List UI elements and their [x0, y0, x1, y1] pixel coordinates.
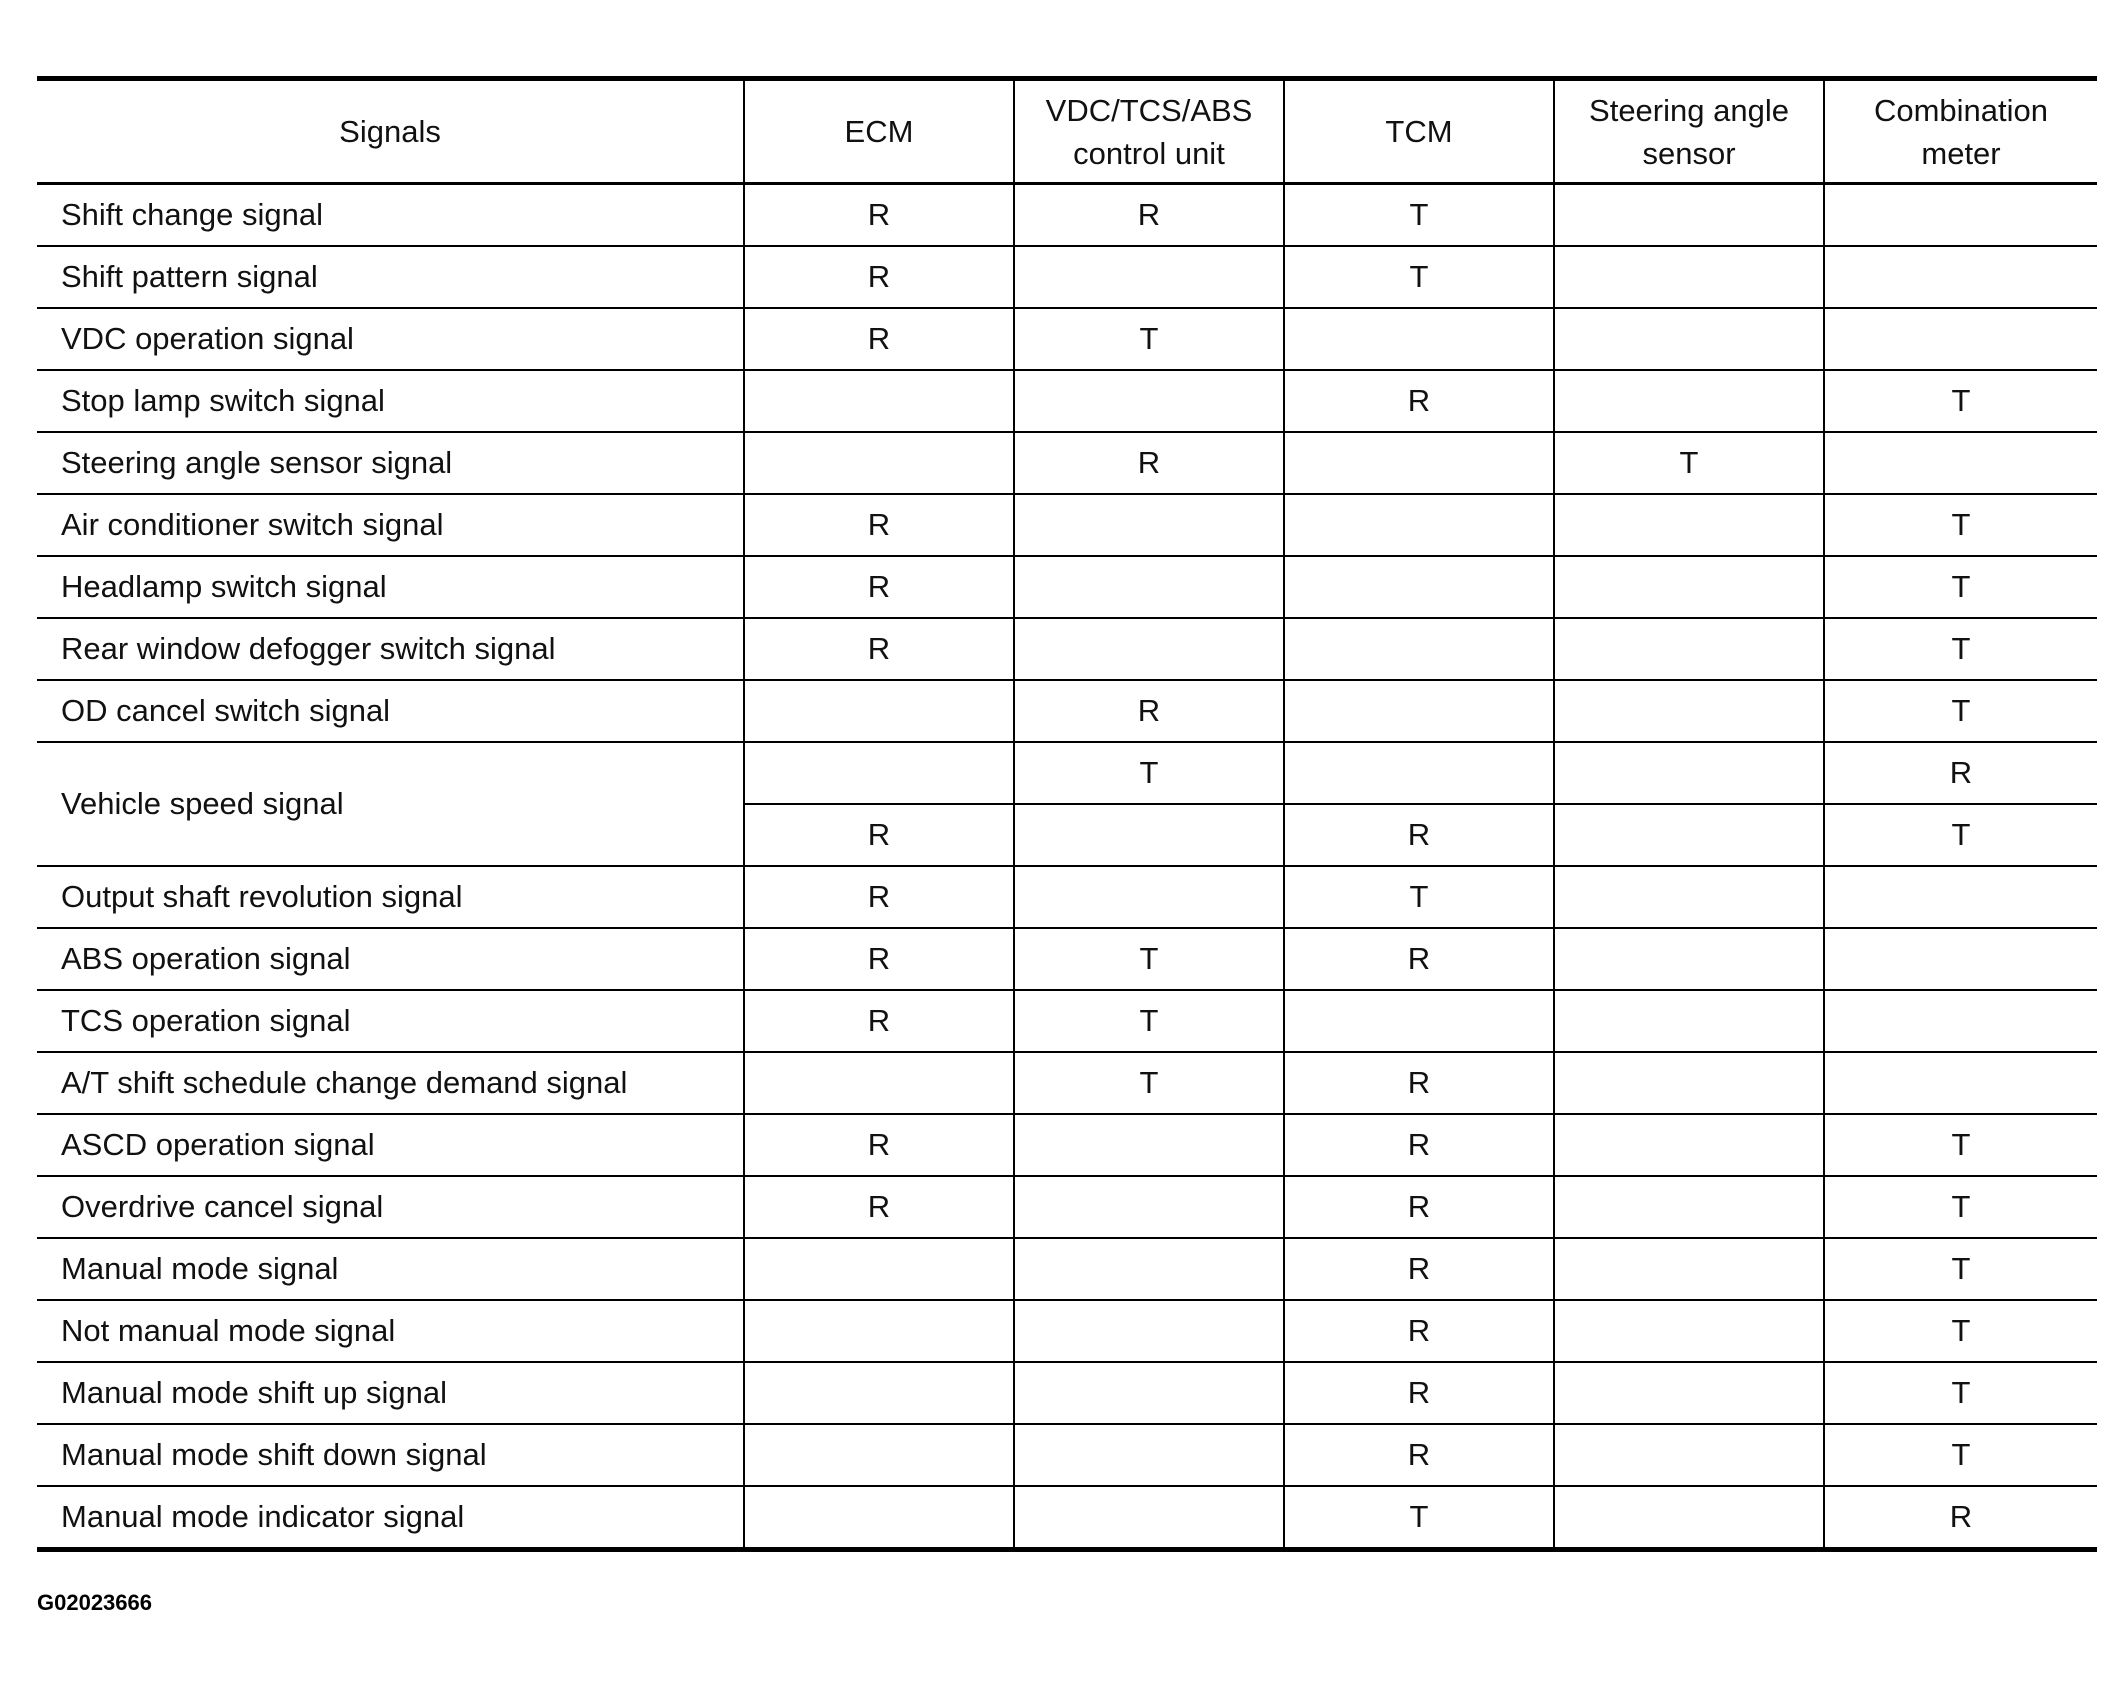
table-body: [37, 184, 2097, 1550]
cell-tcm: T: [1284, 1486, 1554, 1550]
cell-vdc: [1014, 494, 1284, 556]
header-vdc-tcs-abs: [1014, 79, 1284, 184]
cell-tcm: [1284, 742, 1554, 804]
cell-steering: [1554, 804, 1824, 866]
cell-steering: [1554, 556, 1824, 618]
cell-steering: [1554, 928, 1824, 990]
cell-steering: [1554, 370, 1824, 432]
cell-vdc: R: [1014, 432, 1284, 494]
cell-steering: [1554, 680, 1824, 742]
cell-tcm: R: [1284, 1114, 1554, 1176]
cell-ecm: [744, 1486, 1014, 1550]
cell-meter: R: [1824, 1486, 2097, 1550]
cell-vdc: R: [1014, 680, 1284, 742]
cell-vdc: [1014, 1114, 1284, 1176]
cell-vdc: [1014, 246, 1284, 308]
figure-id: G02023666: [37, 1590, 152, 1615]
cell-vdc: [1014, 804, 1284, 866]
cell-ecm: [744, 1362, 1014, 1424]
cell-ecm: R: [744, 1176, 1014, 1238]
cell-vdc: [1014, 1300, 1284, 1362]
table-row: [37, 308, 2097, 370]
signal-name-cell: Vehicle speed signal: [37, 742, 744, 866]
header-meter-line2: meter: [1921, 135, 2001, 171]
signal-name-cell: Manual mode indicator signal: [37, 1486, 744, 1550]
cell-steering: [1554, 494, 1824, 556]
cell-ecm: R: [744, 184, 1014, 247]
cell-tcm: T: [1284, 246, 1554, 308]
signal-name-cell: VDC operation signal: [37, 308, 744, 370]
cell-tcm: [1284, 308, 1554, 370]
cell-vdc: T: [1014, 742, 1284, 804]
cell-vdc: T: [1014, 990, 1284, 1052]
cell-meter: [1824, 246, 2097, 308]
signal-name-cell: ASCD operation signal: [37, 1114, 744, 1176]
signal-name-cell: ABS operation signal: [37, 928, 744, 990]
cell-vdc: T: [1014, 928, 1284, 990]
header-vdc-line1: VDC/TCS/ABS: [1045, 92, 1253, 128]
cell-ecm: [744, 1238, 1014, 1300]
cell-steering: [1554, 1362, 1824, 1424]
signal-name-cell: TCS operation signal: [37, 990, 744, 1052]
cell-vdc: [1014, 1362, 1284, 1424]
table-row: [37, 1238, 2097, 1300]
header-vdc-line2: control unit: [1073, 135, 1225, 171]
cell-tcm: T: [1284, 866, 1554, 928]
header-meter-line1: Combination: [1873, 92, 2049, 128]
header-tcm: TCM: [1284, 79, 1554, 184]
cell-vdc: R: [1014, 184, 1284, 247]
cell-ecm: R: [744, 804, 1014, 866]
cell-meter: [1824, 928, 2097, 990]
cell-ecm: [744, 1424, 1014, 1486]
signal-name-cell: Air conditioner switch signal: [37, 494, 744, 556]
cell-meter: [1824, 990, 2097, 1052]
cell-ecm: [744, 742, 1014, 804]
cell-steering: [1554, 1176, 1824, 1238]
cell-steering: [1554, 990, 1824, 1052]
table-row: [37, 928, 2097, 990]
cell-steering: [1554, 1114, 1824, 1176]
signal-name-cell: Rear window defogger switch signal: [37, 618, 744, 680]
cell-meter: T: [1824, 1238, 2097, 1300]
table-row: [37, 1176, 2097, 1238]
header-steering-line2: sensor: [1642, 135, 1736, 171]
signal-name-cell: Shift pattern signal: [37, 246, 744, 308]
cell-steering: [1554, 1486, 1824, 1550]
cell-tcm: R: [1284, 1300, 1554, 1362]
table-row: [37, 1114, 2097, 1176]
cell-vdc: [1014, 1424, 1284, 1486]
cell-steering: [1554, 1424, 1824, 1486]
cell-meter: T: [1824, 370, 2097, 432]
cell-tcm: [1284, 618, 1554, 680]
cell-tcm: R: [1284, 928, 1554, 990]
cell-ecm: R: [744, 494, 1014, 556]
cell-ecm: [744, 1300, 1014, 1362]
table-row: [37, 1424, 2097, 1486]
header-steering-angle-sensor: [1554, 79, 1824, 184]
cell-steering: [1554, 742, 1824, 804]
cell-meter: T: [1824, 680, 2097, 742]
cell-meter: [1824, 432, 2097, 494]
cell-tcm: R: [1284, 370, 1554, 432]
cell-meter: [1824, 866, 2097, 928]
cell-steering: [1554, 1052, 1824, 1114]
cell-steering: T: [1554, 432, 1824, 494]
cell-meter: T: [1824, 494, 2097, 556]
header-signals: Signals: [37, 79, 744, 184]
signal-name-cell: Stop lamp switch signal: [37, 370, 744, 432]
table-row: [37, 1486, 2097, 1550]
signal-name-cell: Manual mode signal: [37, 1238, 744, 1300]
table-row: [37, 680, 2097, 742]
cell-tcm: [1284, 556, 1554, 618]
cell-tcm: T: [1284, 184, 1554, 247]
cell-ecm: R: [744, 556, 1014, 618]
cell-tcm: [1284, 432, 1554, 494]
cell-tcm: R: [1284, 1176, 1554, 1238]
signal-name-cell: Shift change signal: [61, 197, 323, 232]
cell-vdc: [1014, 1486, 1284, 1550]
cell-vdc: [1014, 1176, 1284, 1238]
table-row: [37, 1362, 2097, 1424]
signal-name-cell: Manual mode shift down signal: [37, 1424, 744, 1486]
cell-ecm: R: [744, 1114, 1014, 1176]
cell-meter: T: [1824, 1114, 2097, 1176]
cell-tcm: R: [1284, 1362, 1554, 1424]
cell-meter: T: [1824, 1300, 2097, 1362]
cell-vdc: [1014, 618, 1284, 680]
cell-vdc: [1014, 866, 1284, 928]
table-row: [37, 866, 2097, 928]
table-row: [37, 742, 2097, 804]
signal-name-cell: Output shaft revolution signal: [37, 866, 744, 928]
cell-steering: [1554, 1300, 1824, 1362]
cell-vdc: [1014, 1238, 1284, 1300]
header-combination-meter: [1824, 79, 2097, 184]
cell-steering: [1554, 184, 1824, 247]
cell-ecm: R: [744, 990, 1014, 1052]
signal-name-cell: Manual mode shift up signal: [37, 1362, 744, 1424]
cell-steering: [1554, 1238, 1824, 1300]
signal-name-cell: Not manual mode signal: [37, 1300, 744, 1362]
table-row: [37, 494, 2097, 556]
cell-tcm: [1284, 494, 1554, 556]
table-row: [37, 432, 2097, 494]
cell-meter: T: [1824, 556, 2097, 618]
table-row: [37, 990, 2097, 1052]
cell-ecm: R: [744, 308, 1014, 370]
cell-tcm: R: [1284, 804, 1554, 866]
cell-ecm: [744, 1052, 1014, 1114]
cell-tcm: [1284, 680, 1554, 742]
cell-ecm: [744, 432, 1014, 494]
cell-meter: [1824, 1052, 2097, 1114]
signal-name-cell: Overdrive cancel signal: [37, 1176, 744, 1238]
cell-steering: [1554, 866, 1824, 928]
header-row: [37, 79, 2097, 184]
cell-ecm: R: [744, 866, 1014, 928]
header-ecm: ECM: [744, 79, 1014, 184]
table-row: [37, 184, 2097, 247]
signal-name-cell: A/T shift schedule change demand signal: [37, 1052, 744, 1114]
signal-communication-table: [37, 76, 2097, 1552]
cell-vdc: [1014, 556, 1284, 618]
cell-vdc: T: [1014, 1052, 1284, 1114]
cell-vdc: [1014, 370, 1284, 432]
header-steering-line1: Steering angle: [1589, 92, 1789, 128]
cell-meter: T: [1824, 1176, 2097, 1238]
cell-meter: T: [1824, 804, 2097, 866]
cell-ecm: R: [744, 928, 1014, 990]
cell-tcm: R: [1284, 1238, 1554, 1300]
cell-tcm: R: [1284, 1052, 1554, 1114]
cell-meter: [1824, 184, 2097, 247]
table-row: [37, 1052, 2097, 1114]
cell-steering: [1554, 246, 1824, 308]
signal-name-cell: Steering angle sensor signal: [37, 432, 744, 494]
signal-name-cell: OD cancel switch signal: [37, 680, 744, 742]
cell-tcm: [1284, 990, 1554, 1052]
cell-tcm: R: [1284, 1424, 1554, 1486]
cell-meter: R: [1824, 742, 2097, 804]
cell-meter: [1824, 308, 2097, 370]
signal-name-cell: Headlamp switch signal: [37, 556, 744, 618]
table-row: [37, 556, 2097, 618]
table-row: [37, 246, 2097, 308]
cell-meter: T: [1824, 618, 2097, 680]
table-row: [37, 370, 2097, 432]
cell-meter: T: [1824, 1362, 2097, 1424]
cell-steering: [1554, 308, 1824, 370]
cell-ecm: R: [744, 618, 1014, 680]
cell-meter: T: [1824, 1424, 2097, 1486]
cell-ecm: R: [744, 246, 1014, 308]
cell-ecm: [744, 370, 1014, 432]
table-row: [37, 1300, 2097, 1362]
cell-ecm: [744, 680, 1014, 742]
cell-steering: [1554, 618, 1824, 680]
table-row: [37, 618, 2097, 680]
cell-vdc: T: [1014, 308, 1284, 370]
